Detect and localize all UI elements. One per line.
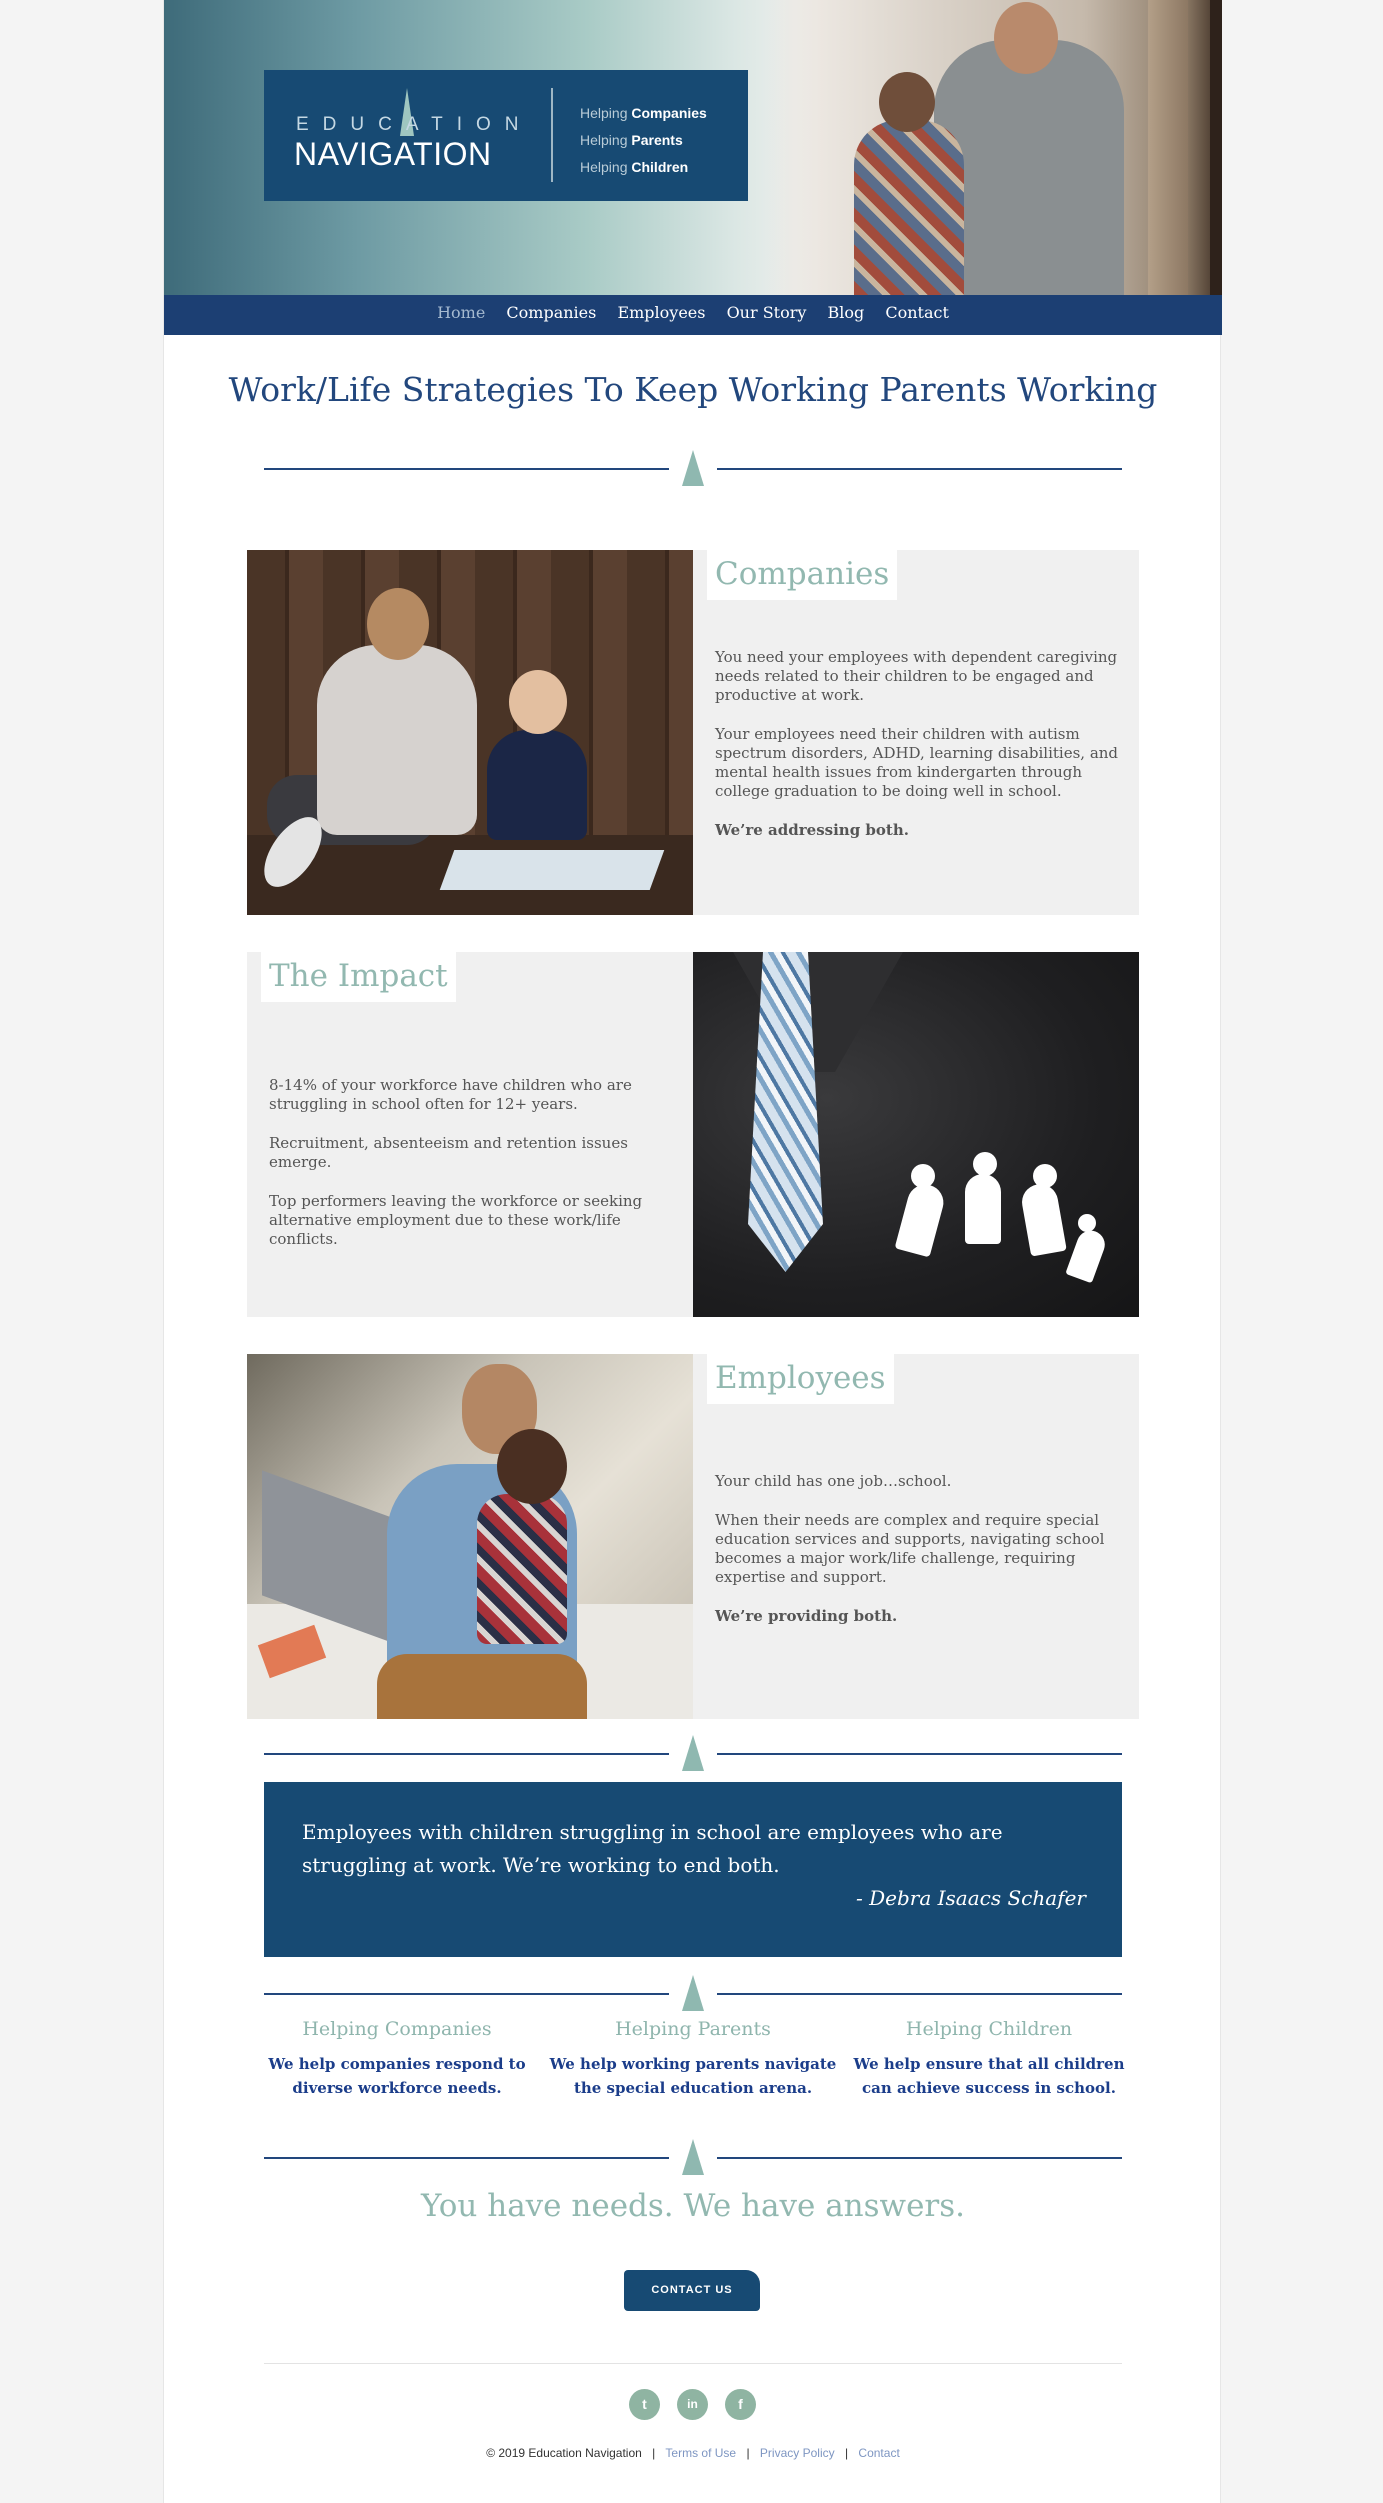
spire-divider bbox=[264, 2137, 1122, 2177]
column-heading: Helping Parents bbox=[615, 2018, 771, 2040]
section-companies bbox=[247, 550, 1139, 915]
helping-companies-column bbox=[252, 2018, 542, 2100]
section-heading: Employees bbox=[707, 1354, 894, 1404]
nav-companies[interactable]: Companies bbox=[506, 303, 597, 322]
logo-word-education: EDUCATION bbox=[296, 114, 533, 135]
spire-icon bbox=[682, 1975, 704, 2011]
paragraph: 8-14% of your workforce have children who are struggling in school often for 12+ years. bbox=[269, 1076, 632, 1113]
footer-divider bbox=[264, 2363, 1122, 2364]
column-text: We help companies respond to diverse workforce needs. bbox=[268, 2055, 526, 2097]
logo-tagline: Helping Companies Helping Parents Helping Children bbox=[580, 105, 707, 175]
section-employees bbox=[247, 1354, 1139, 1719]
column-heading: Helping Children bbox=[905, 2018, 1073, 2040]
quote-block bbox=[264, 1782, 1122, 1957]
page bbox=[163, 0, 1221, 2503]
hero-banner bbox=[164, 0, 1222, 295]
logo-separator bbox=[551, 88, 553, 182]
privacy-link[interactable]: Privacy Policy bbox=[759, 2446, 835, 2460]
hero-photo-father-and-child bbox=[764, 0, 1222, 295]
site-logo[interactable] bbox=[264, 70, 748, 201]
paragraph: You need your employees with dependent caregiving needs related to their children to be engaged and productive at work. bbox=[715, 648, 1118, 704]
spire-icon bbox=[682, 450, 704, 486]
nav-home[interactable]: Home bbox=[437, 303, 486, 322]
paragraph: When their needs are complex and require special education services and supports, navigating school becomes a major work/life challenge, requiring expertise and support. bbox=[715, 1511, 1105, 1586]
twitter-icon[interactable]: t bbox=[629, 2389, 660, 2420]
section-heading: The Impact bbox=[261, 952, 456, 1002]
nav-blog[interactable]: Blog bbox=[827, 303, 865, 322]
nav-contact[interactable]: Contact bbox=[885, 303, 949, 322]
section-heading: Companies bbox=[707, 550, 897, 600]
nav-employees[interactable]: Employees bbox=[617, 303, 706, 322]
terms-link[interactable]: Terms of Use bbox=[665, 2446, 737, 2460]
spire-icon bbox=[682, 1735, 704, 1771]
nav-our-story[interactable]: Our Story bbox=[726, 303, 807, 322]
linkedin-icon[interactable]: in bbox=[677, 2389, 708, 2420]
photo-father-child-laptop bbox=[247, 1354, 693, 1719]
column-text: We help working parents navigate the special education arena. bbox=[549, 2055, 837, 2097]
employees-text bbox=[693, 1354, 1139, 1719]
spire-divider bbox=[264, 448, 1122, 488]
page-title: Work/Life Strategies To Keep Working Parents Working bbox=[228, 370, 1158, 409]
paragraph-emphasis: We’re addressing both. bbox=[715, 821, 909, 839]
contact-us-button[interactable]: CONTACT US bbox=[624, 2270, 760, 2311]
facebook-icon[interactable]: f bbox=[725, 2389, 756, 2420]
helping-children-column bbox=[844, 2018, 1134, 2100]
spire-divider bbox=[264, 1733, 1122, 1773]
contact-link[interactable]: Contact bbox=[858, 2446, 900, 2460]
companies-text bbox=[693, 550, 1139, 915]
footer-separator: | bbox=[652, 2446, 656, 2460]
section-impact bbox=[247, 952, 1139, 1317]
spire-icon bbox=[682, 2139, 704, 2175]
photo-suit-with-paper-family bbox=[693, 952, 1139, 1317]
logo-word-navigation: NAVIGATION bbox=[294, 136, 492, 172]
footer-separator: | bbox=[844, 2446, 849, 2460]
paragraph: Your child has one job…school. bbox=[715, 1472, 952, 1490]
answers-heading: You have needs. We have answers. bbox=[420, 2188, 966, 2224]
quote-author: - Debra Isaacs Schafer bbox=[856, 1886, 1086, 1910]
photo-mother-and-child bbox=[247, 550, 693, 915]
footer bbox=[164, 2446, 1222, 2460]
paragraph: Top performers leaving the workforce or seeking alternative employment due to these work/life conflicts. bbox=[269, 1192, 643, 1248]
main-nav bbox=[164, 295, 1222, 335]
helping-parents-column bbox=[548, 2018, 838, 2100]
paragraph: Your employees need their children with autism spectrum disorders, ADHD, learning disabilities, and mental health issues from kindergarten through college graduation to be doing well in school. bbox=[715, 725, 1119, 800]
impact-text bbox=[247, 952, 693, 1317]
footer-separator: | bbox=[746, 2446, 750, 2460]
copyright: © 2019 Education Navigation bbox=[486, 2446, 642, 2460]
column-heading: Helping Companies bbox=[302, 2018, 492, 2040]
paragraph-emphasis: We’re providing both. bbox=[715, 1607, 898, 1625]
column-text: We help ensure that all children can achieve success in school. bbox=[853, 2055, 1125, 2097]
spire-divider bbox=[264, 1973, 1122, 2013]
quote-text: Employees with children struggling in school are employees who are struggling at work. We’re working to end both. bbox=[302, 1820, 1003, 1877]
paragraph: Recruitment, absenteeism and retention issues emerge. bbox=[269, 1134, 628, 1171]
